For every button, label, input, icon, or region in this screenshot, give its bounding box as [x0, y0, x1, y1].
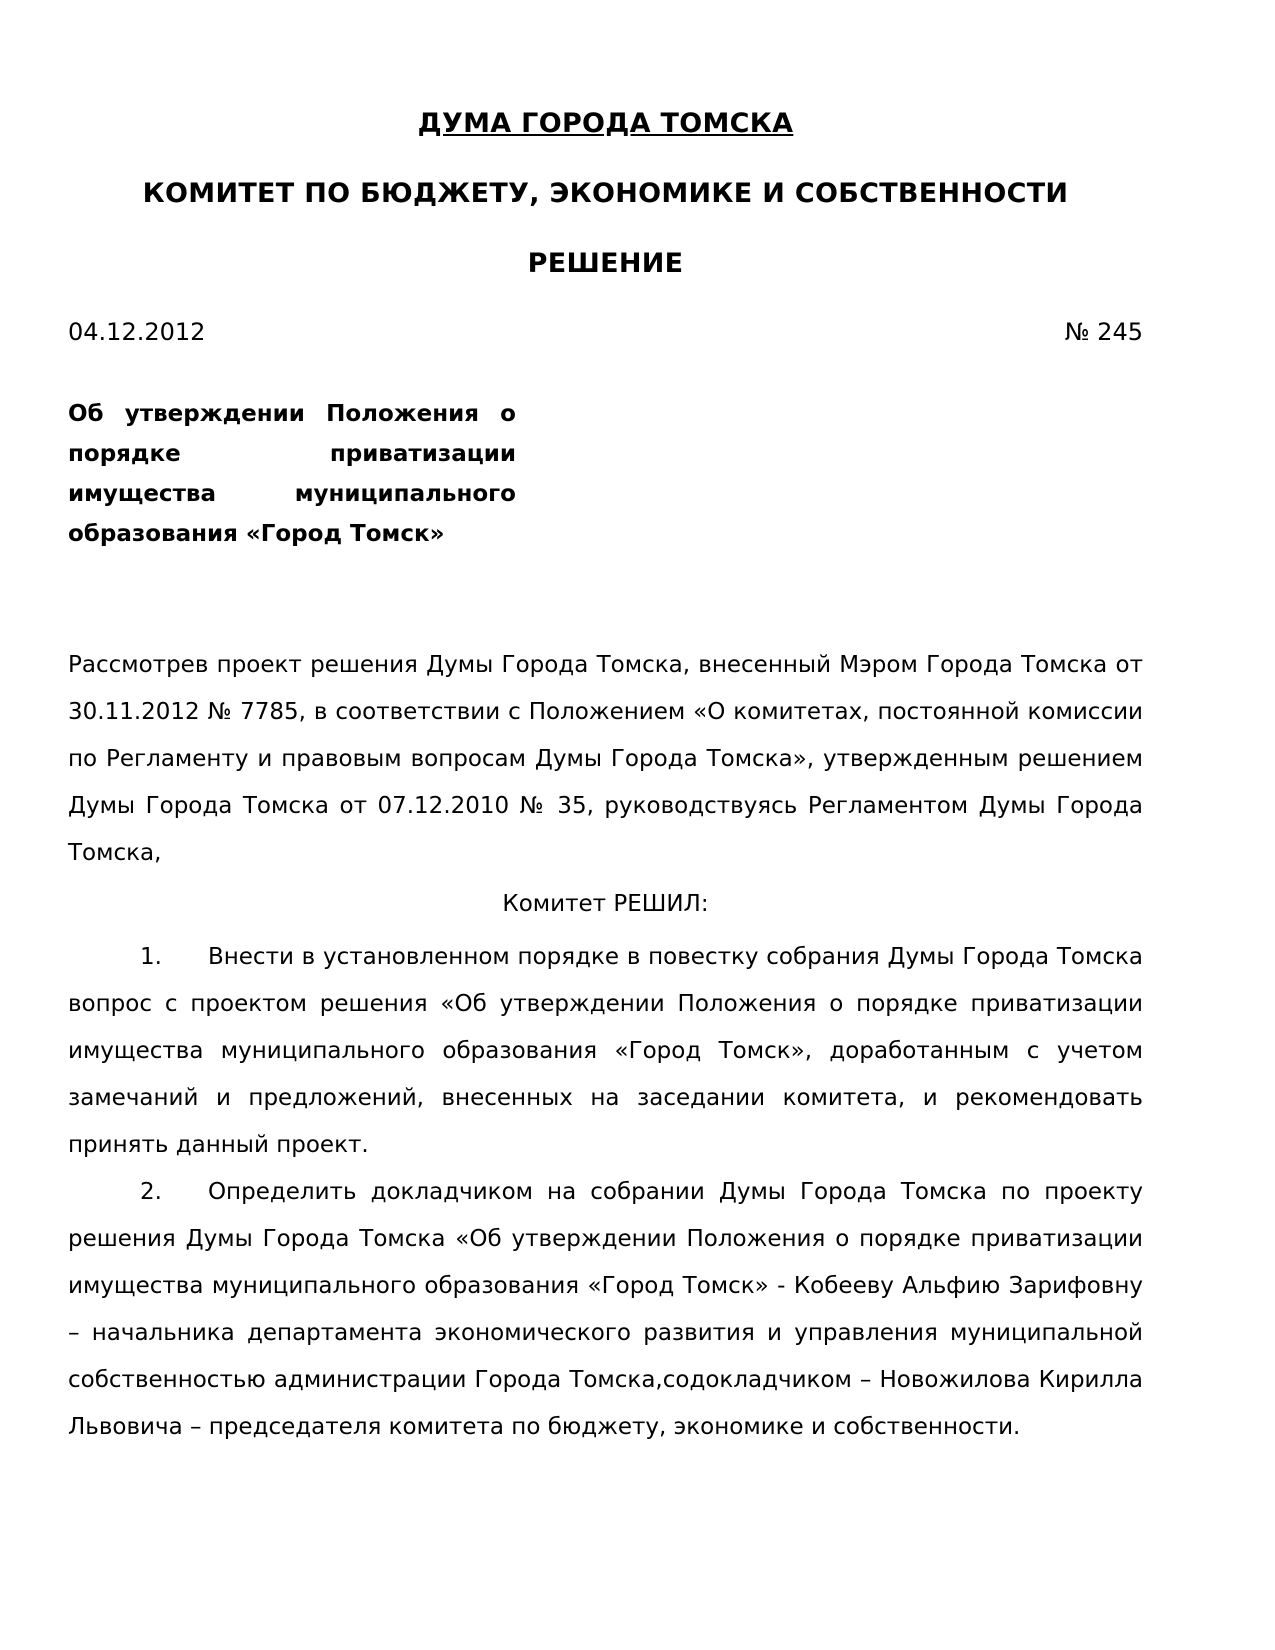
resolution-item-2	[68, 1169, 1143, 1451]
resolution-item-1-text: Внести в установленном порядке в повестку собрания Думы Города Томска вопрос с проектом решения «Об утверждении Положения о порядке приватизации имущества муниципального образования «Город Томск», доработанным с учетом замечаний и предложений, внесенных на заседании комитета, и рекомендовать принять данный проект.	[68, 944, 1143, 1158]
document-meta-row	[68, 318, 1143, 346]
resolution-item-1-number: 1.	[140, 944, 162, 970]
document-committee-heading: КОМИТЕТ ПО БЮДЖЕТУ, ЭКОНОМИКЕ И СОБСТВЕННОСТИ	[142, 178, 1069, 209]
resolution-heading: Комитет РЕШИЛ:	[502, 891, 709, 917]
intro-paragraph: Рассмотрев проект решения Думы Города Томска, внесенный Мэром Города Томска от 30.11.2012 № 7785, в соответствии с Положением «О комитетах, постоянной комиссии по Регламенту и правовым вопросам Думы Города Томска», утвержденным решением Думы Города Томска от 07.12.2010 № 35, руководствуясь Регламентом Думы Города Томска,	[68, 652, 1143, 866]
document-number: № 245	[1064, 318, 1143, 346]
document-subject: Об утверждении Положения о порядке приватизации имущества муниципального образования «Город Томск»	[68, 401, 516, 547]
document-date: 04.12.2012	[68, 318, 206, 346]
document-type-heading: РЕШЕНИЕ	[527, 248, 684, 279]
document-org-heading: ДУМА ГОРОДА ТОМСКА	[417, 108, 794, 139]
resolution-item-2-text: Определить докладчиком на собрании Думы Города Томска по проекту решения Думы Города Томска «Об утверждении Положения о порядке приватизации имущества муниципального образования «Город Томск» - Кобееву Альфию Зарифовну – начальника департамента экономического развития и управления муниципальной собственностью администрации Города Томска,содокладчиком – Новожилова Кирилла Львовича – председателя комитета по бюджету, экономике и собственности.	[68, 1179, 1143, 1440]
resolution-item-2-number: 2.	[140, 1179, 162, 1205]
resolution-item-1	[68, 934, 1143, 1169]
